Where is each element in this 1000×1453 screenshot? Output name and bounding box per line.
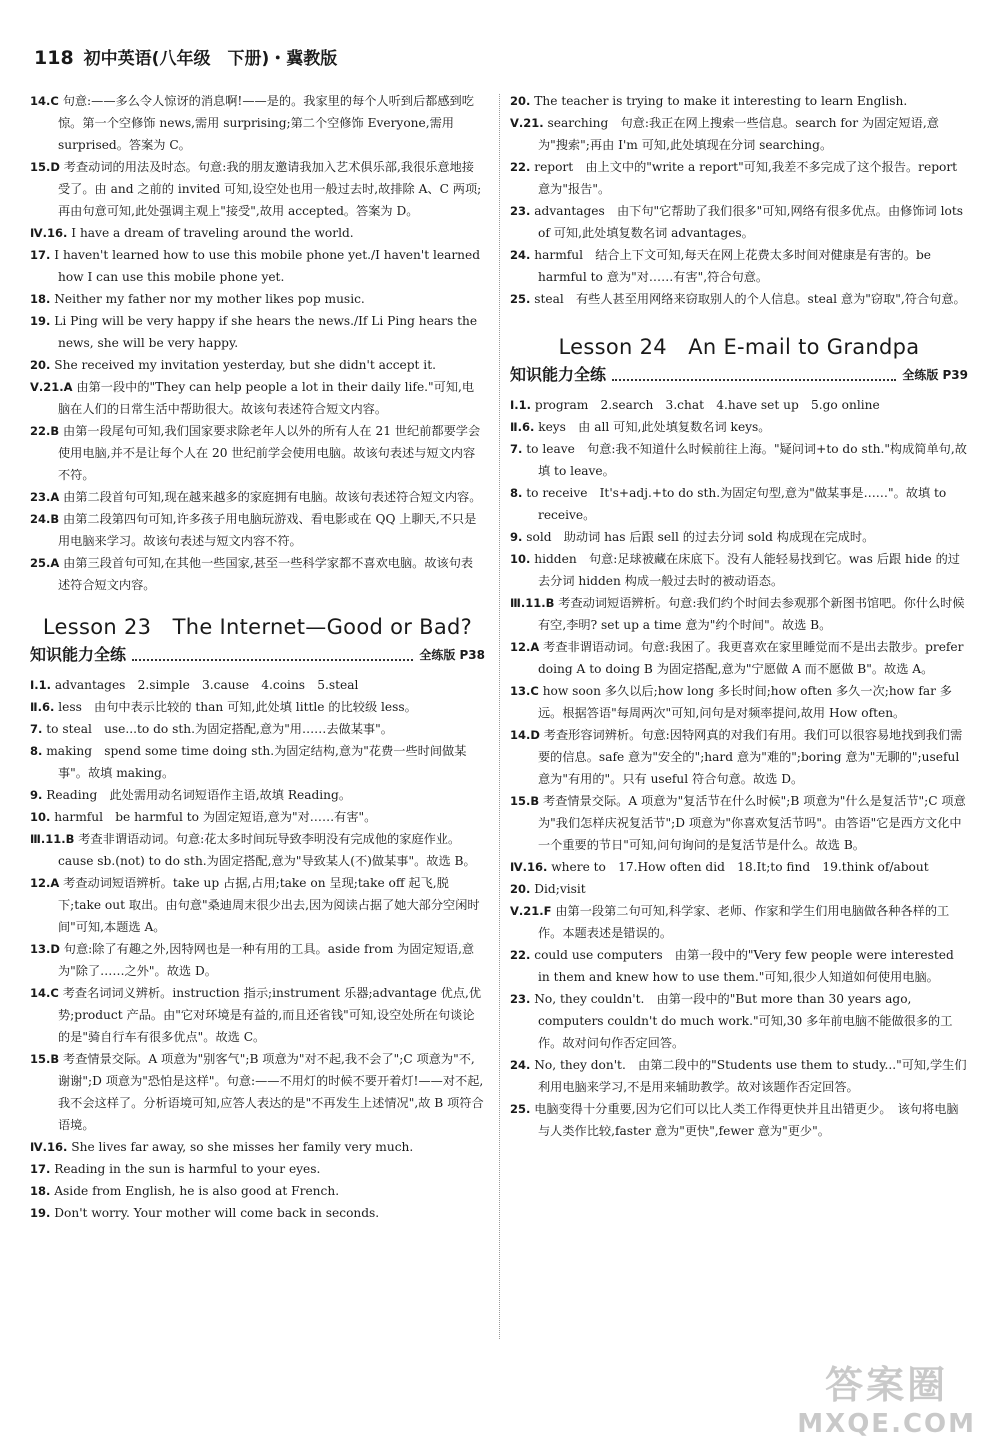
answer-text: to steal use...to do sth.为固定搭配,意为"用……去做某事"。 bbox=[46, 722, 393, 736]
lesson-23-title: Lesson 23 The Internet—Good or Bad? bbox=[42, 615, 473, 639]
answer-text: making spend some time doing sth.为固定结构,意为"花费一些时间做某事"。故填 making。 bbox=[46, 744, 467, 780]
answer-text: how soon 多久以后;how long 多长时间;how often 多久一次;how far 多远。根据答语"每周两次"可知,问句是对频率提问,故用 How often。 bbox=[538, 684, 952, 720]
answer-list-lesson22-end bbox=[30, 90, 485, 596]
answer-entry bbox=[30, 310, 485, 354]
answer-text: 由第三段首句可知,在其他一些国家,甚至一些科学家都不喜欢电脑。故该句表述符合短文内容。 bbox=[58, 556, 474, 592]
answer-entry bbox=[510, 856, 968, 878]
answer-number: Ⅴ.21.A bbox=[30, 380, 73, 394]
section-name: 知识能力全练 bbox=[510, 365, 607, 384]
answer-entry bbox=[30, 872, 485, 938]
answer-entry bbox=[30, 90, 485, 156]
page-header bbox=[34, 44, 337, 69]
answer-number: 7. bbox=[30, 722, 43, 736]
answer-list-lesson23 bbox=[30, 674, 485, 1224]
answer-entry bbox=[30, 420, 485, 486]
answer-entry bbox=[510, 944, 968, 988]
answer-text: The teacher is trying to make it interesting to learn English. bbox=[534, 94, 908, 108]
answer-entry bbox=[510, 526, 968, 548]
answer-number: 24. bbox=[510, 1058, 531, 1072]
answer-entry bbox=[30, 354, 485, 376]
answer-entry bbox=[30, 784, 485, 806]
answer-text: harmful be harmful to 为固定短语,意为"对……有害"。 bbox=[54, 810, 377, 824]
answer-number: Ⅱ.6. bbox=[510, 420, 535, 434]
answer-number: 13.C bbox=[510, 684, 539, 698]
answer-entry bbox=[30, 718, 485, 740]
answer-list-lesson23-cont bbox=[510, 90, 968, 310]
answer-number: Ⅴ.21.F bbox=[510, 904, 552, 918]
answer-text: 由第一段中的"They can help people a lot in their daily life."可知,电脑在人们的日常生活中帮助很大。故该句表述符合短文内容。 bbox=[58, 380, 475, 416]
answer-text: I haven't learned how to use this mobile phone yet./I haven't learned how I can use this mobile phone yet. bbox=[54, 248, 484, 284]
answer-number: Ⅰ.1. bbox=[30, 678, 52, 692]
answer-number: 18. bbox=[30, 292, 51, 306]
answer-text: report 由上文中的"write a report"可知,我差不多完成了这个报告。report 意为"报告"。 bbox=[534, 160, 961, 196]
answer-number: 12.A bbox=[30, 876, 60, 890]
answer-number: 14.C bbox=[30, 986, 59, 1000]
answer-text: Reading in the sun is harmful to your eyes. bbox=[54, 1162, 321, 1176]
answer-entry bbox=[510, 438, 968, 482]
answer-entry bbox=[510, 244, 968, 288]
answer-entry bbox=[510, 548, 968, 592]
answer-number: 8. bbox=[30, 744, 43, 758]
answer-list-lesson24 bbox=[510, 394, 968, 1142]
answer-number: Ⅳ.16. bbox=[510, 860, 548, 874]
answer-text: 由第一段尾句可知,我们国家要求除老年人以外的所有人在 21 世纪前都要学会使用电脑,并不是让每个人在 20 世纪前学会使用电脑。故该句表述与短文内容不符。 bbox=[58, 424, 481, 482]
answer-entry bbox=[30, 674, 485, 696]
answer-text: 考查动词短语辨析。句意:我们约个时间去参观那个新图书馆吧。你什么时候有空,李明? set up a time 意为"约个时间"。故选 B。 bbox=[538, 596, 965, 632]
lesson-24-title: Lesson 24 An E-mail to Grandpa bbox=[558, 335, 920, 359]
answer-entry bbox=[510, 988, 968, 1054]
answer-number: 17. bbox=[30, 248, 51, 262]
answer-entry bbox=[30, 552, 485, 596]
answer-entry bbox=[510, 680, 968, 724]
answer-number: 25. bbox=[510, 1102, 531, 1116]
answer-text: less 由句中表示比较的 than 可知,此处填 little 的比较级 less。 bbox=[58, 700, 417, 714]
answer-text: Li Ping will be very happy if she hears the news./If Li Ping hears the news, she will be very happy. bbox=[54, 314, 481, 350]
answer-text: 由第一段第二句可知,科学家、老师、作家和学生们用电脑做各种各样的工作。本题表述是错误的。 bbox=[538, 904, 950, 940]
answer-number: Ⅲ.11.B bbox=[510, 596, 555, 610]
answer-entry bbox=[510, 1098, 968, 1142]
answer-text: Reading 此处需用动名词短语作主语,故填 Reading。 bbox=[46, 788, 352, 802]
answer-text: I have a dream of traveling around the world. bbox=[71, 226, 354, 240]
answer-text: 考查动词的用法及时态。句意:我的朋友邀请我加入艺术俱乐部,我很乐意地接受了。由 and 之前的 invited 可知,设空处也用一般过去时,故排除 A、C 两项;再由句意可知,此处强调主观上"接受",故用 accepted。答案为 D。 bbox=[58, 160, 482, 218]
answer-number: 17. bbox=[30, 1162, 51, 1176]
watermark-logo bbox=[797, 1354, 976, 1439]
answer-text: Did;visit bbox=[534, 882, 586, 896]
answer-text: program 2.search 3.chat 4.have set up 5.go online bbox=[534, 398, 880, 412]
answer-number: 13.D bbox=[30, 942, 60, 956]
answer-number: Ⅳ.16. bbox=[30, 226, 68, 240]
answer-number: 22. bbox=[510, 948, 531, 962]
answer-number: Ⅰ.1. bbox=[510, 398, 532, 412]
answer-text: 考查情景交际。A 项意为"别客气";B 项意为"对不起,我不会了";C 项意为"不,谢谢";D 项意为"恐怕是这样"。句意:——不用灯的时候不要开着灯!——对不起,我不会这样了。分析语境可知,应答人表达的是"不再发生上述情况",故 B 项符合语境。 bbox=[58, 1052, 484, 1132]
answer-entry bbox=[510, 112, 968, 156]
answer-number: 9. bbox=[30, 788, 43, 802]
answer-entry bbox=[510, 878, 968, 900]
answer-entry bbox=[510, 416, 968, 438]
answer-number: 22. bbox=[510, 160, 531, 174]
answer-number: 23. bbox=[510, 992, 531, 1006]
answer-text: No, they don't. 由第二段中的"Students use them to study..."可知,学生们利用电脑来学习,不是用来辅助教学。故对该题作否定回答。 bbox=[534, 1058, 967, 1094]
answer-entry bbox=[30, 244, 485, 288]
answer-entry bbox=[510, 288, 968, 310]
answer-entry bbox=[30, 828, 485, 872]
answer-entry bbox=[30, 740, 485, 784]
answer-entry bbox=[30, 1158, 485, 1180]
answer-text: 句意:除了有趣之外,因特网也是一种有用的工具。aside from 为固定短语,意为"除了……之外"。故选 D。 bbox=[58, 942, 475, 978]
answer-entry bbox=[30, 1180, 485, 1202]
answer-number: 15.B bbox=[510, 794, 540, 808]
answer-text: advantages 2.simple 3.cause 4.coins 5.steal bbox=[54, 678, 359, 692]
answer-text: could use computers 由第一段中的"Very few people were interested in them and knew how to use them."可知,很少人知道如何使用电脑。 bbox=[534, 948, 958, 984]
answer-entry bbox=[510, 724, 968, 790]
book-title: 初中英语(八年级 下册)・冀教版 bbox=[83, 49, 338, 69]
answer-number: 25.A bbox=[30, 556, 60, 570]
answer-number: Ⅴ.21. bbox=[510, 116, 544, 130]
answer-number: 25. bbox=[510, 292, 531, 306]
answer-text: Aside from English, he is also good at French. bbox=[54, 1184, 340, 1198]
answer-text: 考查情景交际。A 项意为"复活节在什么时候";B 项意为"什么是复活节";C 项意为"我们怎样庆祝复活节";D 项意为"你喜欢复活节吗"。由答语"它是西方文化中一个重要的节日"可知,问句询问的是复活节是什么。故选 B。 bbox=[538, 794, 966, 852]
left-column bbox=[30, 90, 485, 1224]
watermark-url: MXQE.COM bbox=[797, 1409, 976, 1439]
answer-number: 19. bbox=[30, 1206, 51, 1220]
answer-entry bbox=[510, 90, 968, 112]
answer-text: steal 有些人甚至用网络来窃取别人的个人信息。steal 意为"窃取",符合句意。 bbox=[534, 292, 966, 306]
answer-entry bbox=[510, 790, 968, 856]
answer-entry bbox=[30, 982, 485, 1048]
answer-entry bbox=[510, 482, 968, 526]
answer-number: 20. bbox=[510, 882, 531, 896]
lesson-24-section-header bbox=[510, 364, 968, 386]
answer-number: 22.B bbox=[30, 424, 60, 438]
answer-text: 由第二段第四句可知,许多孩子用电脑玩游戏、看电影或在 QQ 上聊天,不只是用电脑来学习。故该句表述与短文内容不符。 bbox=[58, 512, 477, 548]
answer-number: 20. bbox=[510, 94, 531, 108]
answer-entry bbox=[30, 806, 485, 828]
answer-text: to leave 句意:我不知道什么时候前往上海。"疑问词+to do sth."构成简单句,故填 to leave。 bbox=[526, 442, 967, 478]
answer-text: 电脑变得十分重要,因为它们可以比人类工作得更快并且出错更少。 该句将电脑与人类作比较,faster 意为"更快",fewer 意为"更少"。 bbox=[534, 1102, 959, 1138]
answer-text: She lives far away, so she misses her family very much. bbox=[71, 1140, 414, 1154]
answer-number: 18. bbox=[30, 1184, 51, 1198]
answer-number: Ⅲ.11.B bbox=[30, 832, 75, 846]
answer-text: hidden 句意:足球被藏在床底下。没有人能轻易找到它。was 后跟 hide 的过去分词 hidden 构成一般过去时的被动语态。 bbox=[534, 552, 960, 588]
answer-text: 考查动词短语辨析。take up 占据,占用;take on 呈现;take off 起飞,脱下;take out 取出。由句意"桑迪周末很少出去,因为阅读占据了她大部分空闲时间"可知,本题选 A。 bbox=[58, 876, 480, 934]
section-name: 知识能力全练 bbox=[30, 645, 127, 664]
answer-number: 14.C bbox=[30, 94, 59, 108]
answer-entry bbox=[30, 938, 485, 982]
answer-text: Neither my father nor my mother likes pop music. bbox=[54, 292, 365, 306]
answer-number: 20. bbox=[30, 358, 51, 372]
answer-entry bbox=[30, 1202, 485, 1224]
answer-entry bbox=[30, 508, 485, 552]
answer-entry bbox=[30, 376, 485, 420]
answer-number: 12.A bbox=[510, 640, 540, 654]
answer-text: searching 句意:我正在网上搜索一些信息。search for 为固定短语,意为"搜索";再由 I'm 可知,此处填现在分词 searching。 bbox=[538, 116, 939, 152]
answer-number: Ⅳ.16. bbox=[30, 1140, 68, 1154]
answer-text: 考查名词词义辨析。instruction 指示;instrument 乐器;advantage 优点,优势;product 产品。由"它对环境是有益的,而且还省钱"可知,设空处所在句谈论的是"骑自行车有很多优点"。故选 C。 bbox=[58, 986, 482, 1044]
column-divider bbox=[499, 94, 500, 1339]
section-leader-dots bbox=[612, 369, 896, 381]
section-ref: 全练版 P38 bbox=[419, 648, 485, 662]
answer-number: 23.A bbox=[30, 490, 60, 504]
answer-number: Ⅱ.6. bbox=[30, 700, 55, 714]
answer-number: 19. bbox=[30, 314, 51, 328]
answer-number: 23. bbox=[510, 204, 531, 218]
answer-entry bbox=[510, 200, 968, 244]
answer-text: to receive It's+adj.+to do sth.为固定句型,意为"做某事是……"。故填 to receive。 bbox=[526, 486, 951, 522]
answer-entry bbox=[30, 288, 485, 310]
answer-text: She received my invitation yesterday, but she didn't accept it. bbox=[54, 358, 436, 372]
answer-text: 考查非谓语动词。句意:花太多时间玩导致李明没有完成他的家庭作业。cause sb.(not) to do sth.为固定搭配,意为"导致某人(不)做某事"。故选 B。 bbox=[58, 832, 476, 868]
answer-text: advantages 由下句"它帮助了我们很多"可知,网络有很多优点。由修饰词 lots of 可知,此处填复数名词 advantages。 bbox=[534, 204, 967, 240]
answer-entry bbox=[510, 592, 968, 636]
answer-number: 7. bbox=[510, 442, 523, 456]
answer-number: 24.B bbox=[30, 512, 60, 526]
watermark-logo-text: 答案圈 bbox=[825, 1363, 949, 1407]
answer-number: 24. bbox=[510, 248, 531, 262]
answer-number: 15.D bbox=[30, 160, 60, 174]
answer-number: 9. bbox=[510, 530, 523, 544]
answer-number: 14.D bbox=[510, 728, 540, 742]
answer-number: 10. bbox=[30, 810, 51, 824]
answer-entry bbox=[30, 156, 485, 222]
answer-entry bbox=[30, 696, 485, 718]
answer-entry bbox=[30, 486, 485, 508]
answer-text: 考查非谓语动词。句意:我困了。我更喜欢在家里睡觉而不是出去散步。prefer doing A to doing B 为固定搭配,意为"宁愿做 A 而不愿做 B"。故选 A。 bbox=[538, 640, 968, 676]
answer-entry bbox=[510, 394, 968, 416]
answer-number: 8. bbox=[510, 486, 523, 500]
answer-entry bbox=[30, 1048, 485, 1136]
answer-text: Don't worry. Your mother will come back in seconds. bbox=[54, 1206, 380, 1220]
answer-text: keys 由 all 可知,此处填复数名词 keys。 bbox=[538, 420, 771, 434]
answer-text: 考查形容词辨析。句意:因特网真的对我们有用。我们可以很容易地找到我们需要的信息。safe 意为"安全的";hard 意为"难的";boring 意为"无聊的";useful 意为"有用的"。只有 useful 符合句意。故选 D。 bbox=[538, 728, 964, 786]
right-column bbox=[510, 90, 968, 1142]
answer-number: 10. bbox=[510, 552, 531, 566]
answer-text: 句意:——多么令人惊讶的消息啊!——是的。我家里的每个人听到后都感到吃惊。第一个空修饰 news,需用 surprising;第二个空修饰 Everyone,需用 surprised。答案为 C。 bbox=[58, 94, 474, 152]
section-ref: 全练版 P39 bbox=[902, 368, 968, 382]
answer-entry bbox=[30, 222, 485, 244]
page-number: 118 bbox=[34, 47, 74, 69]
answer-number: 15.B bbox=[30, 1052, 60, 1066]
answer-entry bbox=[510, 636, 968, 680]
answer-text: 由第二段首句可知,现在越来越多的家庭拥有电脑。故该句表述符合短文内容。 bbox=[63, 490, 482, 504]
answer-entry bbox=[510, 1054, 968, 1098]
answer-text: sold 助动词 has 后跟 sell 的过去分词 sold 构成现在完成时。 bbox=[526, 530, 875, 544]
answer-entry bbox=[30, 1136, 485, 1158]
answer-text: where to 17.How often did 18.It;to find 19.think of/about bbox=[551, 860, 929, 874]
answer-text: No, they couldn't. 由第一段中的"But more than 30 years ago, computers couldn't do much work."可知,30 多年前电脑不能做很多的工作。故对问句作否定回答。 bbox=[534, 992, 953, 1050]
section-leader-dots bbox=[132, 649, 413, 661]
answer-entry bbox=[510, 900, 968, 944]
lesson-23-section-header bbox=[30, 644, 485, 666]
answer-entry bbox=[510, 156, 968, 200]
answer-text: harmful 结合上下文可知,每天在网上花费太多时间对健康是有害的。be harmful to 意为"对……有害",符合句意。 bbox=[534, 248, 935, 284]
